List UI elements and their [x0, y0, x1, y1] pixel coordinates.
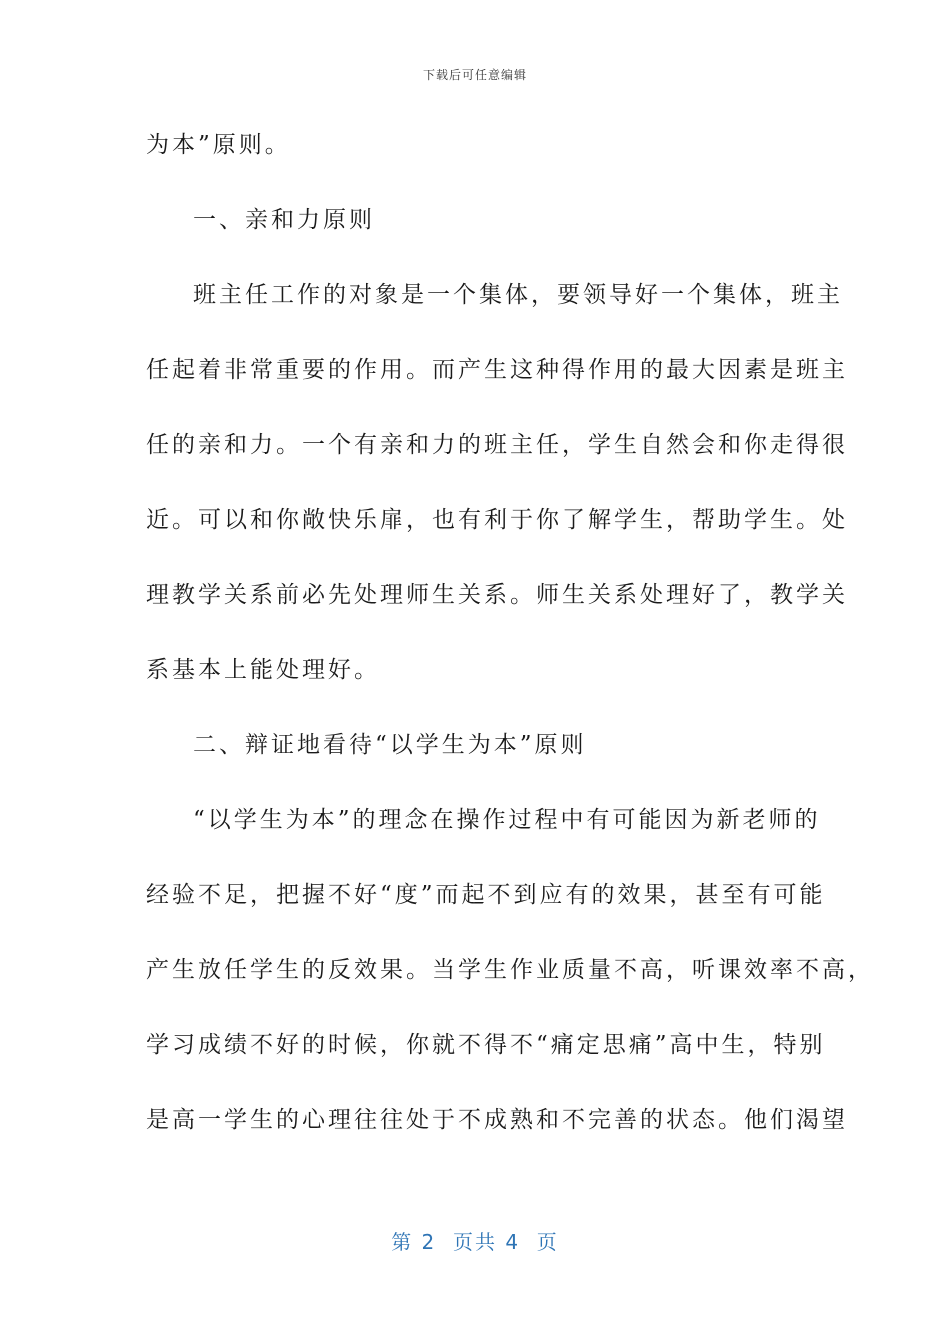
- paragraph-line: 近。可以和你敞快乐扉，也有利于你了解学生，帮助学生。处: [146, 507, 848, 533]
- paragraph-line: 为本”原则。: [146, 132, 291, 158]
- paragraph-line: 产生放任学生的反效果。当学生作业质量不高，听课效率不高，: [146, 957, 874, 983]
- paragraph-line: 任起着非常重要的作用。而产生这种得作用的最大因素是班主: [146, 357, 848, 383]
- paragraph-line: 经验不足，把握不好“度”而起不到应有的效果，甚至有可能: [146, 882, 826, 908]
- paragraph-line: 是高一学生的心理往往处于不成熟和不完善的状态。他们渴望: [146, 1107, 848, 1133]
- paragraph-line: “以学生为本”的理念在操作过程中有可能因为新老师的: [193, 807, 821, 833]
- paragraph-line: 任的亲和力。一个有亲和力的班主任，学生自然会和你走得很: [146, 432, 848, 458]
- page-header: 下载后可任意编辑: [422, 68, 527, 82]
- paragraph-line: 理教学关系前必先处理师生关系。师生关系处理好了，教学关: [146, 582, 848, 608]
- paragraph-line: 班主任工作的对象是一个集体，要领导好一个集体，班主: [193, 282, 843, 308]
- paragraph-line: 系基本上能处理好。: [146, 657, 380, 683]
- paragraph-line: 学习成绩不好的时候，你就不得不“痛定思痛”高中生，特别: [146, 1032, 826, 1058]
- section-heading: 二、辩证地看待“以学生为本”原则: [193, 732, 587, 758]
- page-footer: 第 2 页共 4 页: [391, 1230, 559, 1254]
- section-heading: 一、亲和力原则: [193, 207, 375, 233]
- document-body: [146, 120, 874, 1170]
